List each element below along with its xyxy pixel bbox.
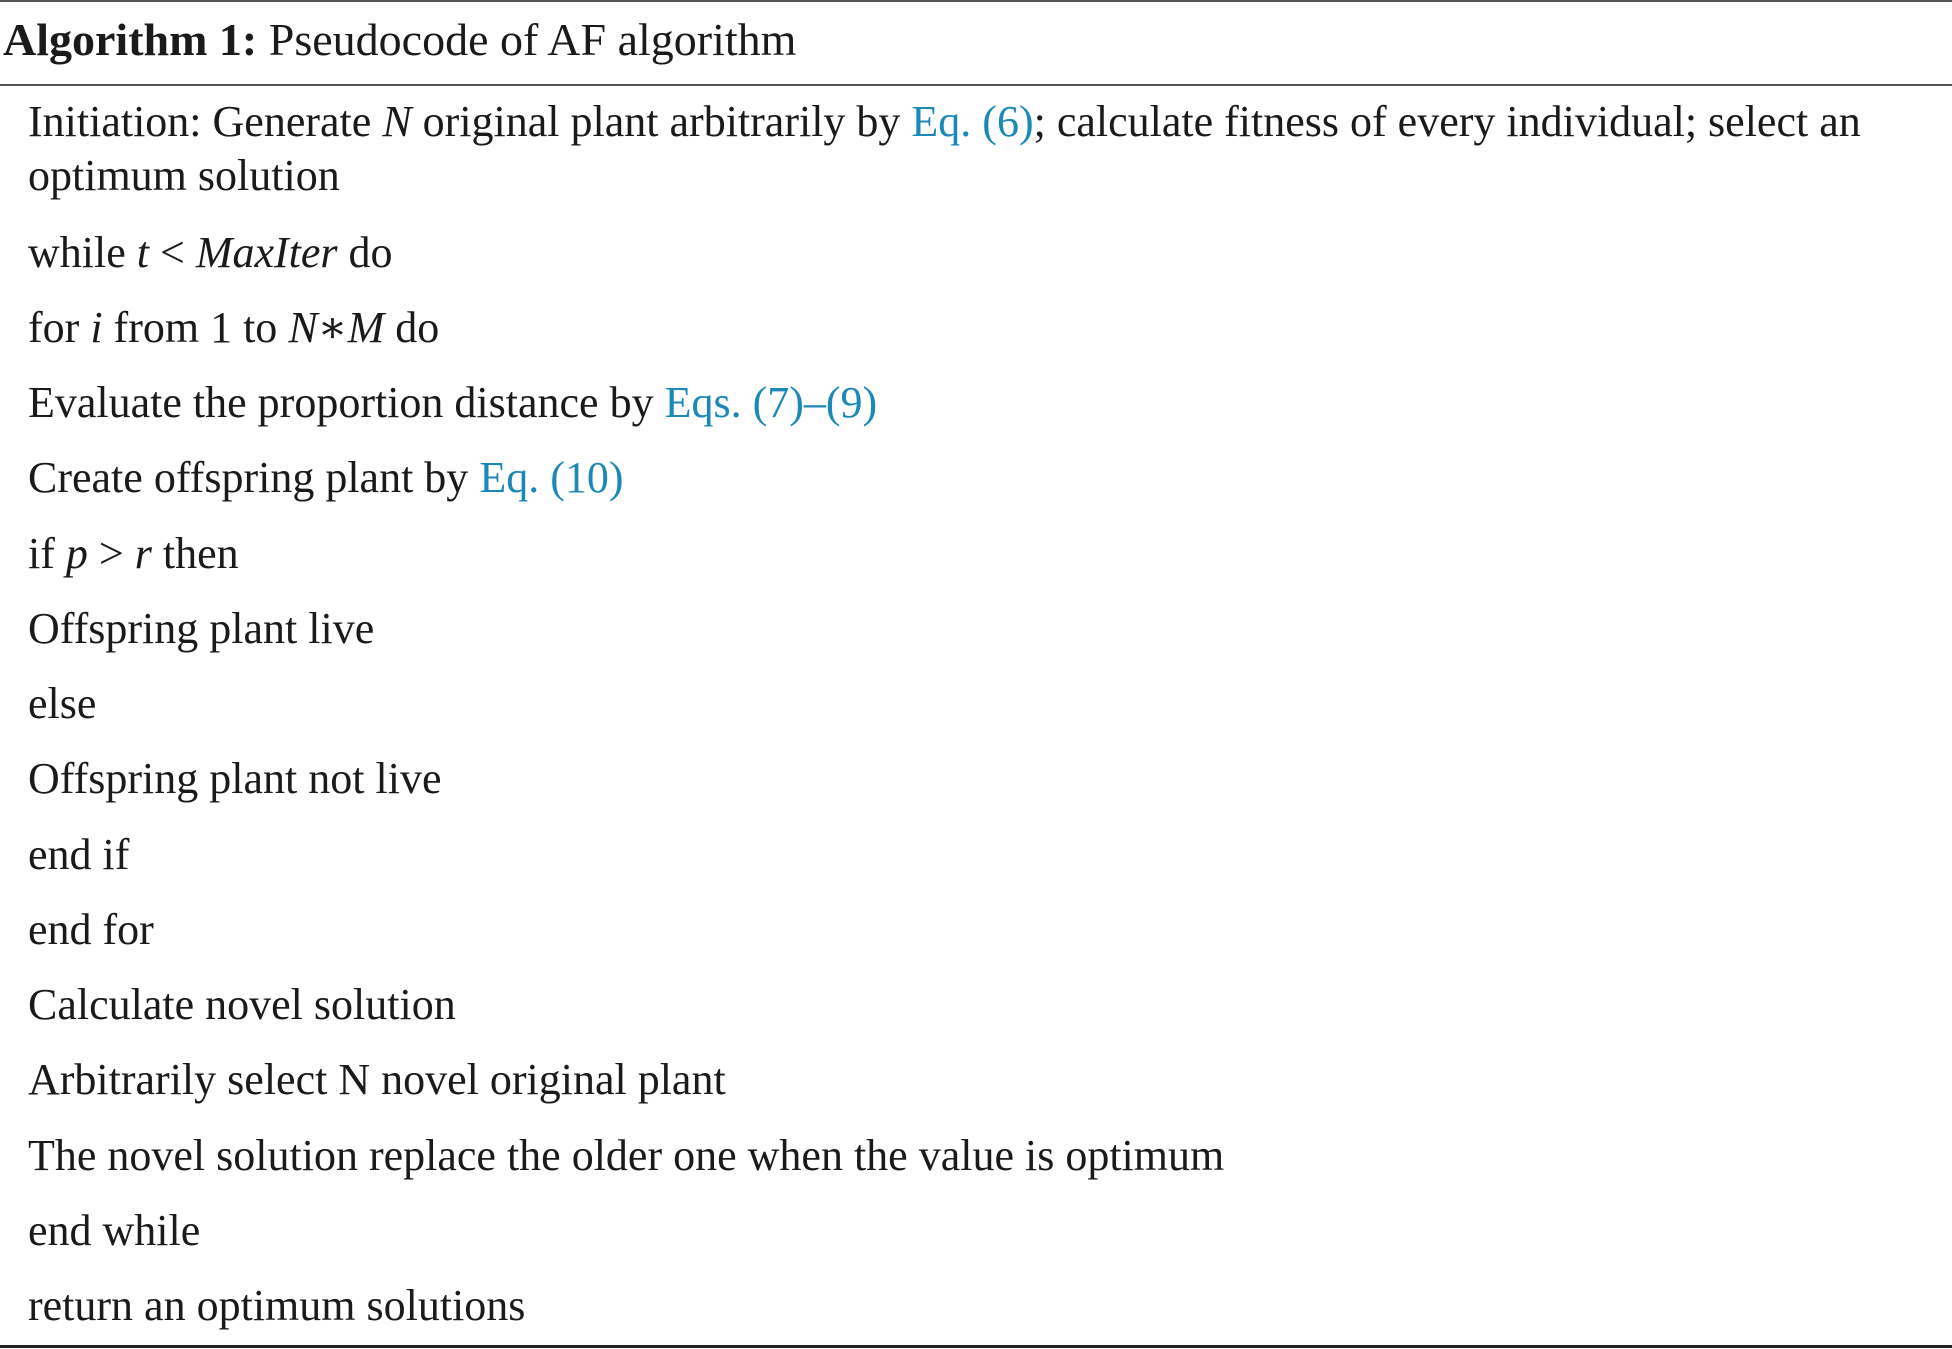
line-end-while: end while — [28, 1206, 201, 1255]
text: Initiation: Generate — [28, 97, 383, 146]
math-var: MaxIter — [195, 228, 338, 277]
math-var: r — [134, 529, 152, 578]
line-end-if: end if — [28, 830, 130, 879]
keyword: do — [337, 228, 393, 277]
math-var: N — [288, 303, 318, 352]
keyword: if — [28, 529, 66, 578]
line-not-live: Offspring plant not live — [28, 754, 442, 803]
math-op: ∗ — [317, 303, 348, 352]
math-op: > — [87, 529, 135, 578]
line-else: else — [28, 679, 97, 728]
text: ; calculate fitness of every individual; select an optimum solution — [28, 97, 1861, 200]
line-evaluate — [28, 376, 877, 430]
caption-rule — [0, 84, 1952, 86]
keyword: for — [28, 303, 91, 352]
math-var: i — [90, 303, 103, 352]
line-for — [28, 301, 439, 355]
math-var: M — [347, 303, 385, 352]
line-replace: The novel solution replace the older one when the value is optimum — [28, 1131, 1225, 1180]
text: original plant arbitrarily by — [411, 97, 912, 146]
equation-link-6[interactable]: Eq. (6) — [911, 97, 1034, 146]
equation-link-10[interactable]: Eq. (10) — [479, 453, 624, 502]
algorithm-caption — [3, 12, 796, 68]
text: Evaluate the proportion distance by — [28, 378, 665, 427]
equation-link-7-9[interactable]: Eqs. (7)–(9) — [664, 378, 878, 427]
keyword: then — [151, 529, 239, 578]
math-var: N — [382, 97, 412, 146]
line-initiation — [28, 95, 1938, 203]
top-rule — [0, 0, 1952, 2]
caption-label: Algorithm 1: — [3, 14, 258, 65]
math-var: t — [136, 228, 149, 277]
line-create — [28, 451, 624, 505]
text: from 1 to — [102, 303, 289, 352]
bottom-rule — [0, 1345, 1952, 1348]
line-calculate: Calculate novel solution — [28, 980, 456, 1029]
line-select: Arbitrarily select N novel original plant — [28, 1055, 726, 1104]
math-op: < — [149, 228, 196, 277]
line-live: Offspring plant live — [28, 604, 375, 653]
text: Create offspring plant by — [28, 453, 480, 502]
line-while — [28, 226, 393, 280]
keyword: do — [384, 303, 440, 352]
line-end-for: end for — [28, 905, 154, 954]
caption-title: Pseudocode of AF algorithm — [268, 14, 797, 65]
math-var: p — [65, 529, 88, 578]
keyword: while — [28, 228, 137, 277]
line-if — [28, 527, 239, 581]
line-return: return an optimum solutions — [28, 1281, 526, 1330]
